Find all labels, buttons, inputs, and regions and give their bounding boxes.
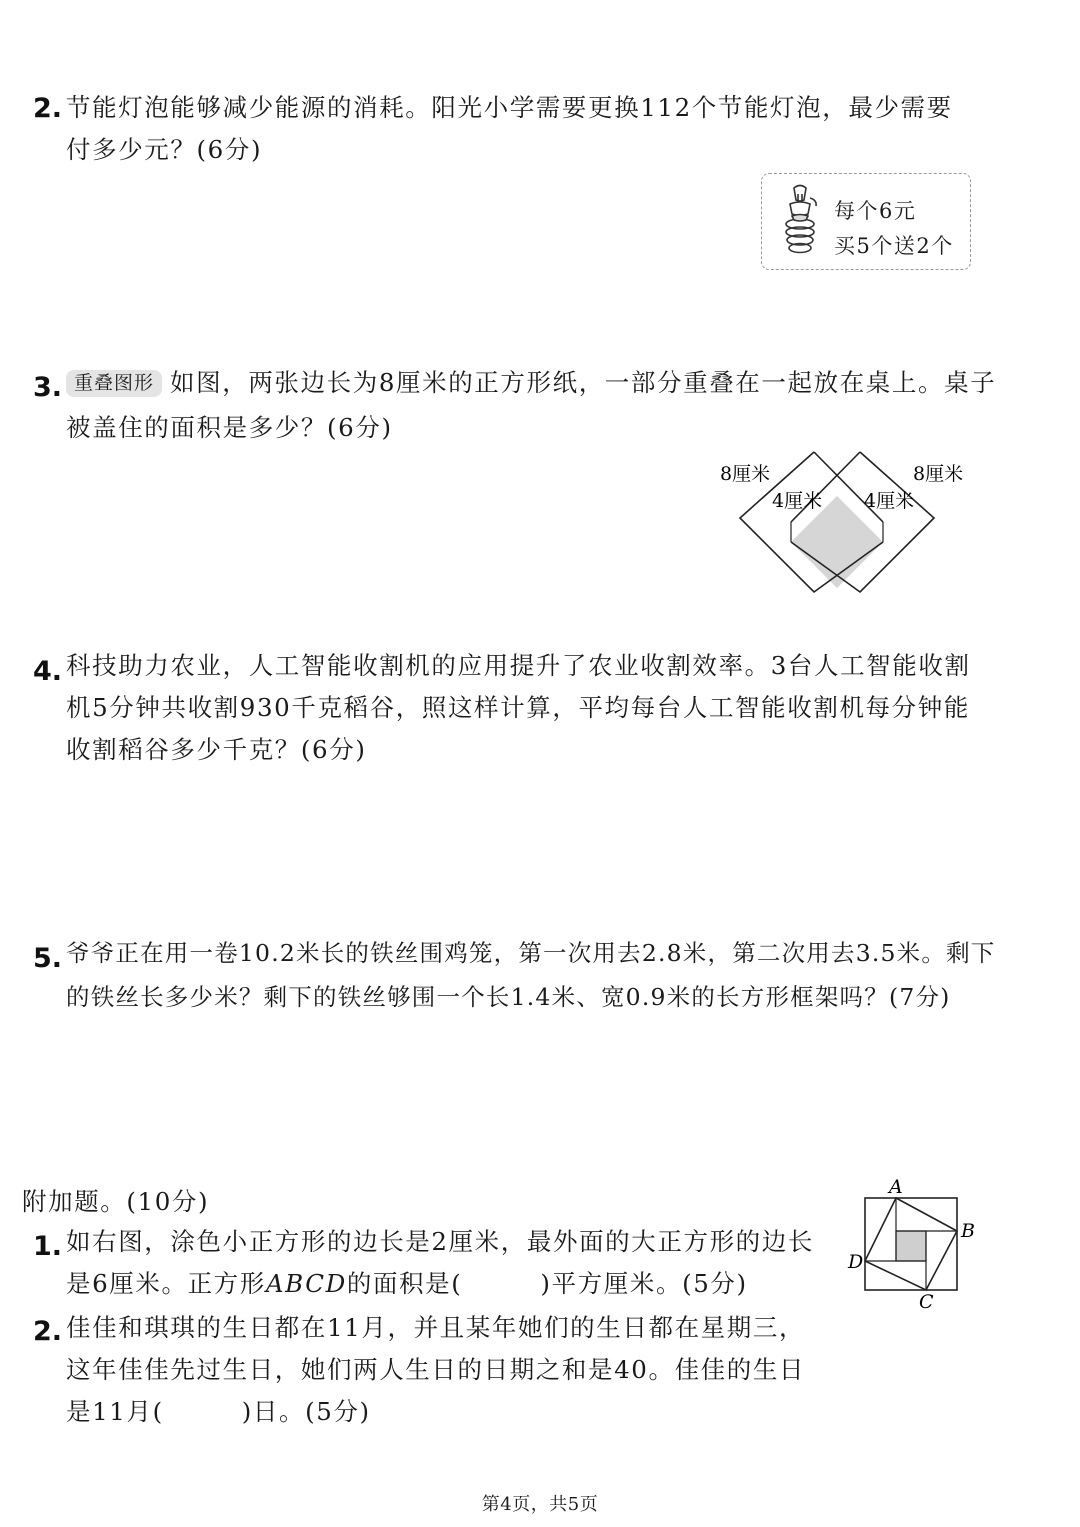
question-text-line: 这年佳佳先过生日，她们两人生日的日期之和是40。佳佳的生日 <box>66 1355 806 1384</box>
price-promo-box <box>761 173 971 270</box>
question-text-line: 是6厘米。正方形ABCD的面积是( )平方厘米。(5分) <box>66 1269 748 1298</box>
question-number: 2. <box>33 1316 63 1347</box>
topic-tag: 重叠图形 <box>66 370 162 397</box>
question-text-line: 收割稻谷多少千克？(6分) <box>66 735 367 764</box>
question-text-line: 科技助力农业，人工智能收割机的应用提升了农业收割效率。3台人工智能收割 <box>66 651 971 680</box>
question-number: 1. <box>33 1231 63 1262</box>
promo-offer: 买5个送2个 <box>834 234 954 258</box>
question-text-line: 付多少元？(6分) <box>66 135 263 164</box>
promo-price: 每个6元 <box>834 199 917 223</box>
question-number: 3. <box>33 372 63 403</box>
question-text-line: 被盖住的面积是多少？(6分) <box>66 413 393 442</box>
label-right-inner: 4厘米 <box>864 490 915 512</box>
vertex-label-d: D <box>848 1251 864 1273</box>
question-number: 4. <box>33 656 63 687</box>
cfl-bulb-icon <box>776 182 824 262</box>
label-left-inner: 4厘米 <box>772 490 823 512</box>
page-footer: 第4页，共5页 <box>481 1494 599 1515</box>
abcd-square-figure <box>840 1176 980 1316</box>
question-text-line: 如右图，涂色小正方形的边长是2厘米，最外面的大正方形的边长 <box>66 1227 814 1256</box>
question-text: 如图，两张边长为8厘米的正方形纸，一部分重叠在一起放在桌上。桌子 <box>170 368 997 397</box>
question-text-line: 是11月( )日。(5分) <box>66 1397 371 1426</box>
question-text-line: 节能灯泡能够减少能源的消耗。阳光小学需要更换112个节能灯泡，最少需要 <box>66 93 953 122</box>
question-text-line: 的铁丝长多少米？剩下的铁丝够围一个长1.4米、宽0.9米的长方形框架吗？(7分) <box>66 983 951 1011</box>
label-left-outer: 8厘米 <box>720 463 771 485</box>
shaded-small-square <box>896 1231 926 1261</box>
question-text-line: 机5分钟共收割930千克稻谷，照这样计算，平均每台人工智能收割机每分钟能 <box>66 693 970 722</box>
question-number: 5. <box>33 943 63 974</box>
vertex-label-a: A <box>889 1176 903 1198</box>
vertex-label-b: B <box>961 1220 975 1242</box>
vertex-label-c: C <box>919 1291 934 1313</box>
label-right-outer: 8厘米 <box>913 463 964 485</box>
question-number: 2. <box>33 93 63 124</box>
question-text-line: 佳佳和琪琪的生日都在11月，并且某年她们的生日都在星期三， <box>66 1313 806 1342</box>
overlapping-squares-figure <box>700 448 990 608</box>
question-text-line <box>66 370 996 397</box>
question-text-line: 爷爷正在用一卷10.2米长的铁丝围鸡笼，第一次用去2.8米，第二次用去3.5米。剩下 <box>66 939 996 967</box>
bonus-heading: 附加题。(10分) <box>22 1187 210 1216</box>
